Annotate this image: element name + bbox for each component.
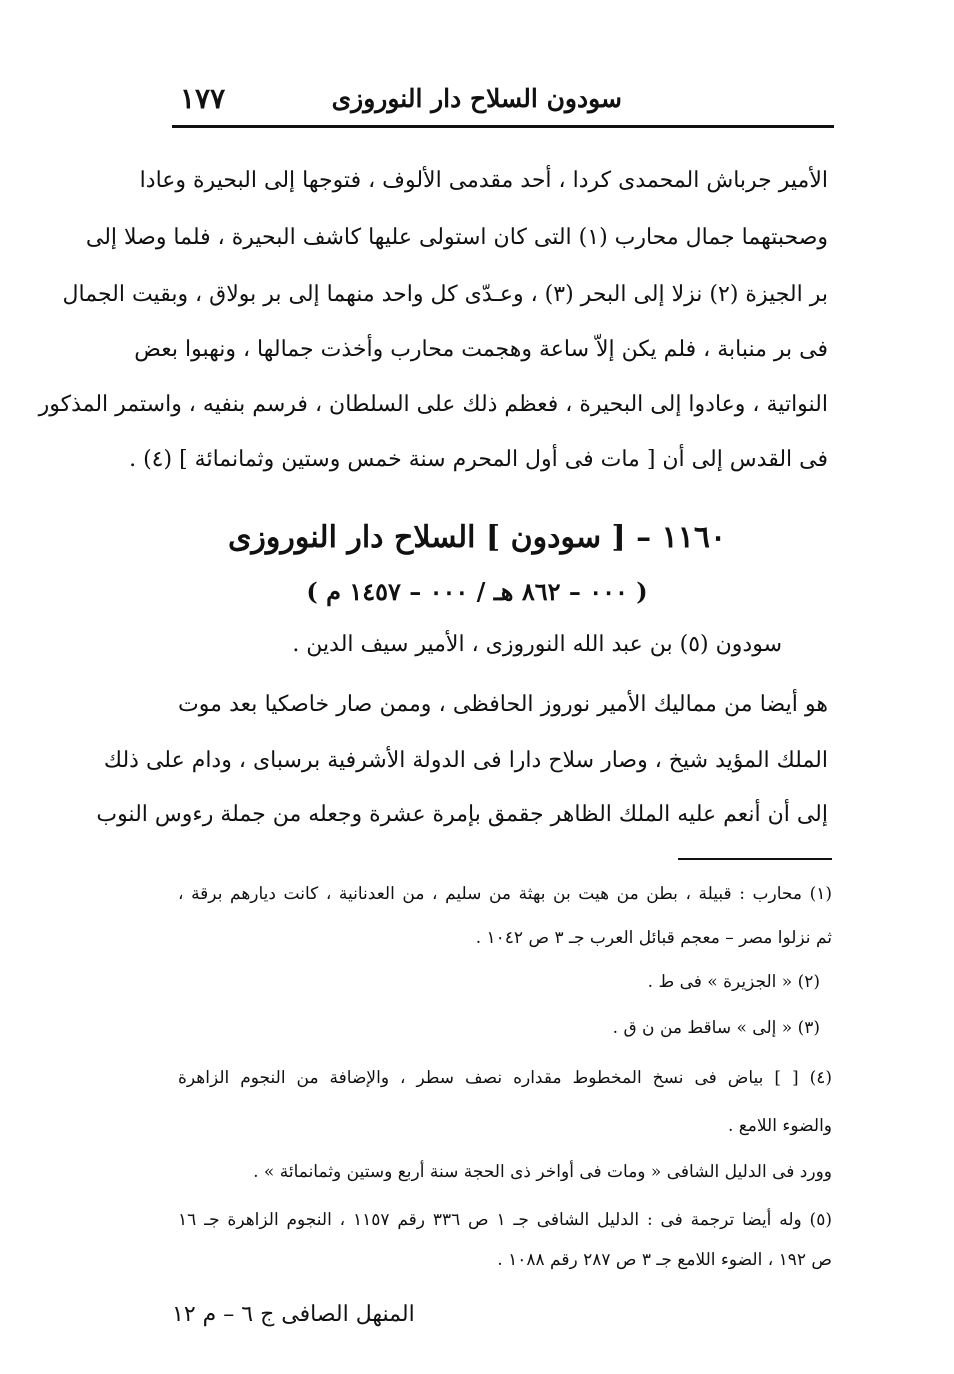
body-line-3: بر الجيزة (٢) نزلا إلى البحر (٣) ، وعـدّى كل واحد منهما إلى بر بولاق ، وبقيت الجمال bbox=[62, 282, 828, 307]
page-header bbox=[172, 78, 832, 128]
entry-body-line-2: الملك المؤيد شيخ ، وصار سلاح دارا فى الدولة الأشرفية برسباى ، ودام على ذلك bbox=[103, 748, 828, 773]
footnote-1-line-1: (١) محارب : قبيلة ، بطن من هيت بن بهثة من سليم ، من العدنانية ، كانت ديارهم برقة ، bbox=[178, 884, 833, 904]
running-title: سودون السلاح دار النوروزى bbox=[331, 84, 622, 113]
footnote-4-line-3: وورد فى الدليل الشافى « ومات فى أواخر ذى الحجة سنة أربع وستين وثمانمائة » . bbox=[253, 1162, 832, 1182]
body-line-2: وصحبتهما جمال محارب (١) التى كان استولى عليها كاشف البحيرة ، فلما وصلا إلى bbox=[85, 225, 828, 250]
signature-mark: المنهل الصافى ج ٦ – م ١٢ bbox=[172, 1302, 415, 1327]
entry-dates: ( ٠٠٠ – ٨٦٢ هـ / ٠٠٠ – ١٤٥٧ م ) bbox=[306, 577, 648, 606]
entry-title: ١١٦٠ – [ سودون ] السلاح دار النوروزى bbox=[227, 520, 727, 555]
entry-body-line-3: إلى أن أنعم عليه الملك الظاهر جقمق بإمرة عشرة وجعله من جملة رءوس النوب bbox=[96, 802, 828, 827]
footnote-5-line-1: (٥) وله أيضا ترجمة فى : الدليل الشافى جـ ١ ص ٣٣٦ رقم ١١٥٧ ، النجوم الزاهرة جـ ١٦ bbox=[178, 1210, 832, 1230]
footnote-1-line-2: ثم نزلوا مصر – معجم قبائل العرب جـ ٣ ص ١٠٤٢ . bbox=[475, 928, 832, 948]
footnote-rule bbox=[678, 858, 832, 860]
entry-name-line: سودون (٥) بن عبد الله النوروزى ، الأمير سيف الدين . bbox=[292, 632, 782, 657]
header-rule bbox=[172, 125, 834, 128]
footnote-5-line-2: ص ١٩٢ ، الضوء اللامع جـ ٣ ص ٢٨٧ رقم ١٠٨٨ . bbox=[497, 1250, 832, 1270]
footnote-4-line-1: (٤) [ ] بياض فى نسخ المخطوط مقداره نصف سطر ، والإضافة من النجوم الزاهرة bbox=[178, 1068, 832, 1088]
body-line-4: فى بر منبابة ، فلم يكن إلاّ ساعة وهجمت محارب وأخذت جمالها ، ونهبوا بعض bbox=[134, 337, 828, 362]
body-line-5: النواتية ، وعادوا إلى البحيرة ، فعظم ذلك على السلطان ، فرسم بنفيه ، واستمر المذكور bbox=[38, 392, 828, 417]
footnote-3: (٣) « إلى » ساقط من ن ق . bbox=[612, 1018, 820, 1038]
page-number: ١٧٧ bbox=[180, 82, 226, 115]
body-line-6: فى القدس إلى أن [ مات فى أول المحرم سنة خمس وستين وثمانمائة ] (٤) . bbox=[129, 447, 828, 472]
entry-body-line-1: هو أيضا من مماليك الأمير نوروز الحافظى ، وممن صار خاصكيا بعد موت bbox=[178, 692, 828, 717]
body-line-1: الأمير جرباش المحمدى كردا ، أحد مقدمى الألوف ، فتوجها إلى البحيرة وعادا bbox=[139, 168, 828, 193]
footnote-2: (٢) « الجزيرة » فى ط . bbox=[647, 972, 820, 992]
footnote-4-line-2: والضوء اللامع . bbox=[727, 1116, 832, 1136]
